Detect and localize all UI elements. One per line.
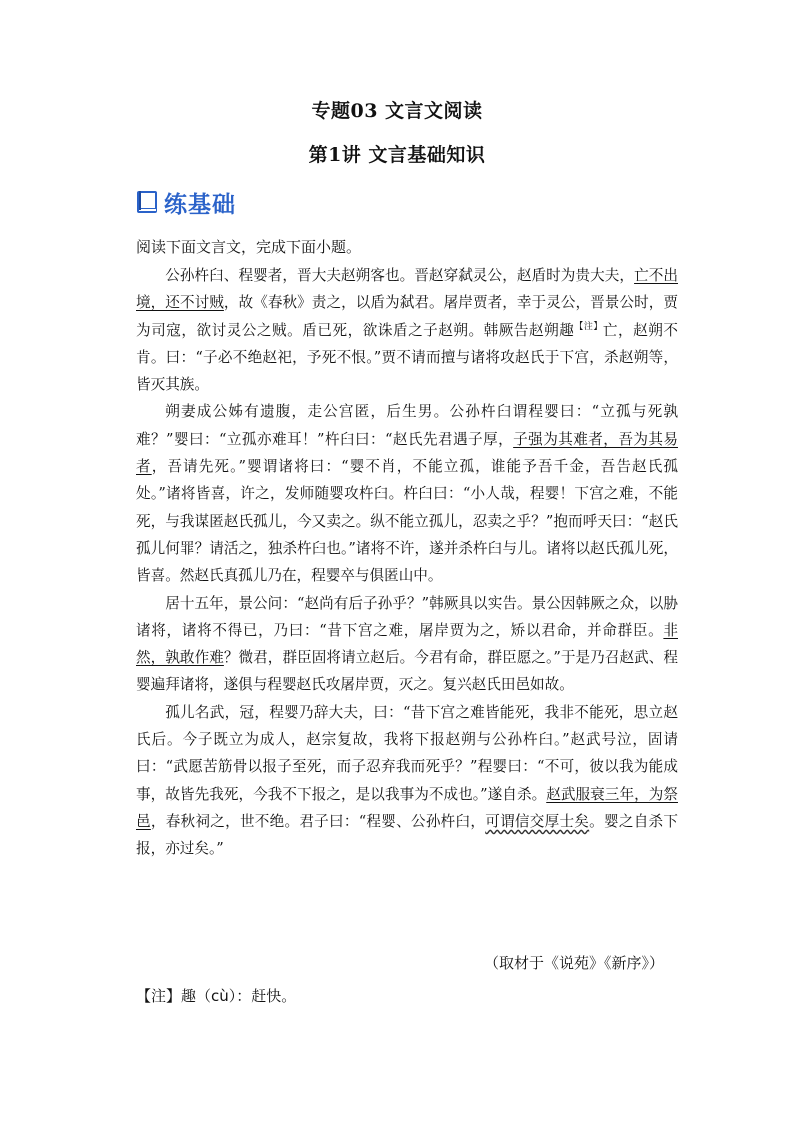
book-icon xyxy=(136,190,158,214)
instruction-text: 阅读下面文言文，完成下面小题。 xyxy=(136,238,362,256)
text-span: ，春秋祠之，世不绝。君子曰：“程婴、公孙杵臼， xyxy=(150,812,486,830)
text-span: ，吾请先死。”婴谓诸将曰：“婴不肖，不能立孤，谁能予吾千金，吾告赵氏孤处。”诸将皆喜，许之，发师随婴攻杵臼。杵臼曰：“小人哉，程婴！下宫之难，不能死，与我谋匿赵氏孤儿，今又卖之。纵不能立孤儿，忍卖之乎？”抱而呼天曰：“赵氏孤儿何罪？请活之，独杀杵臼也。”诸将不许，遂并杀杵臼与儿。诸将以赵氏孤儿死，皆喜。然赵氏真孤儿乃在，程婴卒与俱匿山中。 xyxy=(136,458,678,585)
footnote: 【注】趣（cù）：赶快。 xyxy=(136,987,297,1005)
section-header xyxy=(136,186,236,218)
text-span: 亡，赵朔不肯。曰：“子必不绝赵祀，予死不恨。”贾不请而擅与诸将攻赵氏于下宫，杀赵朔等，皆灭其族。 xyxy=(136,321,678,394)
text-span: 公孙杵臼、程婴者，晋大夫赵朔客也。晋赵穿弑灵公，赵盾时为贵大夫， xyxy=(165,267,635,284)
wavy-underlined-phrase: 可谓信交厚士矣 xyxy=(485,812,590,830)
text-span: ？微君，群臣固将请立赵后。今君有命，群臣愿之。”于是乃召赵武、程婴遍拜诸将，遂俱与程婴赵氏攻屠岸贾，灭之。复兴赵氏田邑如故。 xyxy=(136,649,678,694)
text-span: 居十五年，景公问：“赵尚有后子孙乎？”韩厥具以实告。景公因韩厥之众，以胁诸将，诸将不得已，乃曰：“昔下宫之难，屠岸贾为之，矫以君命，并命群臣。 xyxy=(136,594,678,639)
passage xyxy=(136,262,678,863)
page-subtitle: 第1讲 文言基础知识 xyxy=(308,144,486,166)
text-span: 朔妻成公姊有遗腹，走公宫匿，后生男。公孙杵臼谓程婴曰：“立孤与死孰难？”婴曰：“立孤亦难耳！”杵臼曰：“赵氏先君遇子厚， xyxy=(136,403,678,448)
source-citation: （取材于《说苑》《新序》） xyxy=(483,954,664,972)
underlined-sentence-2: 子强为其难者，吾为其易者 xyxy=(136,430,678,476)
text-span: 孤儿名武，冠，程婴乃辞大夫，曰：“昔下宫之难皆能死，我非不能死，思立赵氏后。今子既立为成人，赵宗复故，我将下报赵朔与公孙杵臼。”赵武号泣，固请曰：“武愿苦筋骨以报子至死，而子忍弃我而死乎？”程婴曰：“不可，彼以我为能成事，故皆先我死，今我不下报之，是以我事为不成也。”遂自杀。 xyxy=(136,703,678,803)
underlined-sentence-1: 亡不出境，还不讨贼 xyxy=(136,267,678,312)
note-marker: 【注】 xyxy=(574,321,603,332)
text-span: 。婴之自杀下报，亦过矣。” xyxy=(136,812,678,858)
text-span: ，故《春秋》责之，以盾为弑君。屠岸贾者，幸于灵公，晋景公时，贾为司寇，欲讨灵公之贼。盾已死，欲诛盾之子赵朔。韩厥告赵朔趣 xyxy=(136,294,678,339)
page-title: 专题03 文言文阅读 xyxy=(311,100,483,122)
underlined-sentence-3: 非然，孰敢作难 xyxy=(136,621,678,667)
underlined-sentence-4: 赵武服衰三年，为祭邑 xyxy=(136,785,678,830)
section-label: 练基础 xyxy=(164,191,236,218)
passage-paragraph-1 xyxy=(136,262,678,398)
passage-paragraph-3 xyxy=(136,590,678,699)
passage-paragraph-4 xyxy=(136,699,678,863)
passage-paragraph-2 xyxy=(136,398,678,589)
